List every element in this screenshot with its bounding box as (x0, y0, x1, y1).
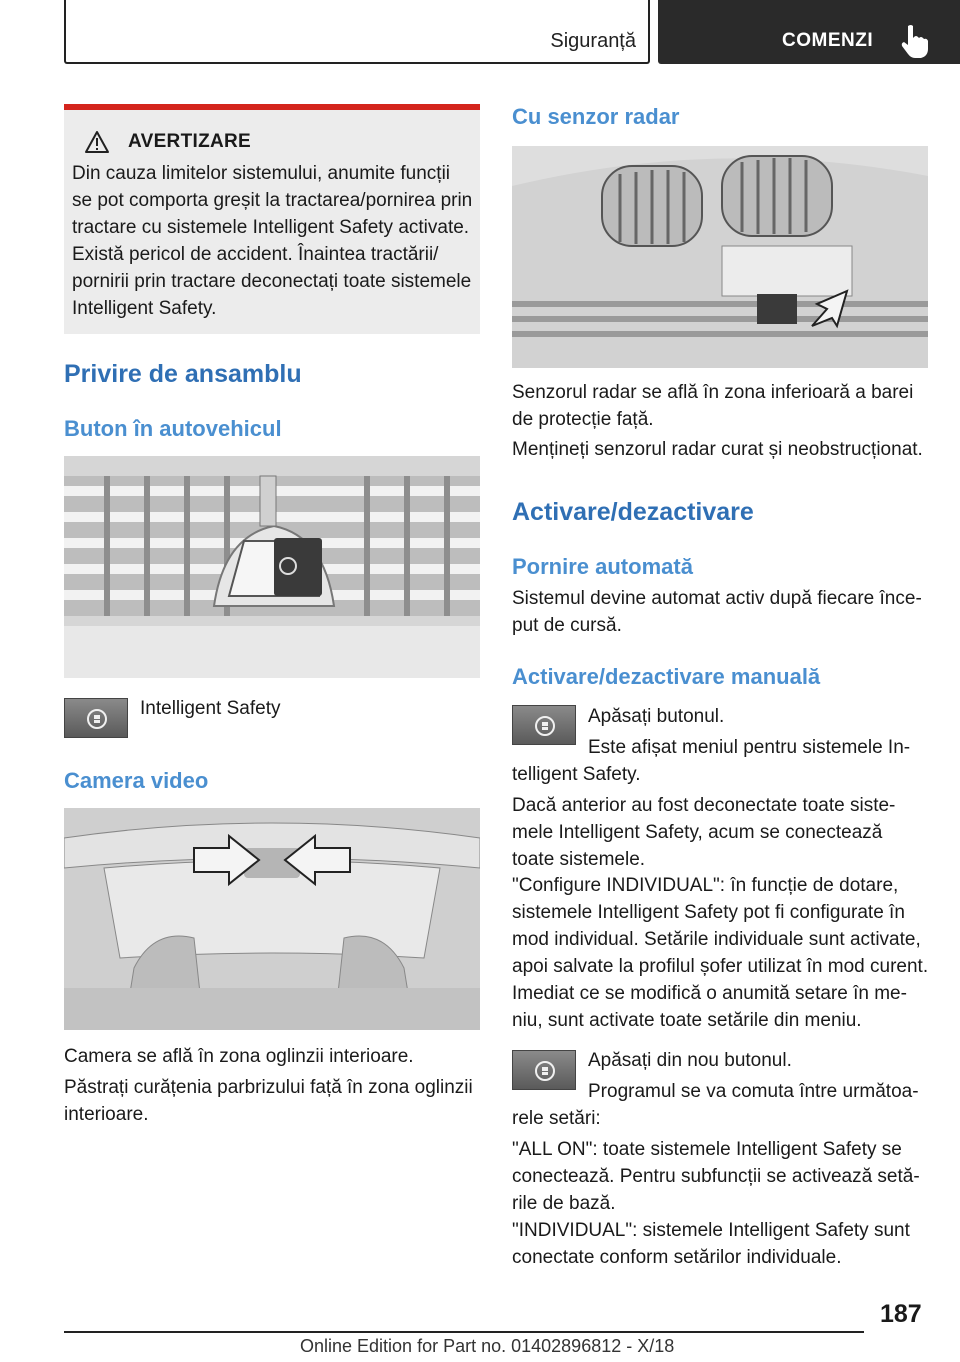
radar-location-text (512, 379, 913, 433)
footer-edition: Online Edition for Part no. 01402896812 - X/18 (300, 1336, 675, 1356)
intelligent-safety-button-icon (64, 698, 128, 738)
intelligent-safety-button-icon (512, 1050, 576, 1090)
text-line: apoi salvate la profilul șofer utilizat în mod curent. (512, 956, 929, 977)
step2-result-cont: rele setări: (512, 1108, 601, 1129)
footer-divider (64, 1331, 864, 1333)
header-section-tab (64, 0, 650, 64)
text-line: "Configure INDIVIDUAL": în funcție de dotare, (512, 875, 899, 896)
radar-heading: Cu senzor radar (512, 104, 680, 129)
text-line: Păstrați curățenia parbrizului față în zona oglinzii (64, 1077, 473, 1098)
warning-line: tractare cu sistemele Intelligent Safety activate. (72, 217, 470, 238)
intelligent-safety-button-icon (512, 705, 576, 745)
radar-sensor-photo (512, 146, 928, 368)
step2-text: Apăsați din nou butonul. (588, 1050, 792, 1071)
warning-line: Din cauza limitelor sistemului, anumite funcții (72, 163, 451, 184)
warning-title: AVERTIZARE (128, 131, 251, 152)
step1-result-cont: telligent Safety. (512, 764, 641, 785)
text-line: rile de bază. (512, 1193, 616, 1214)
radar-clean-text: Mențineți senzorul radar curat și neobstrucționat. (512, 439, 923, 460)
safety-shield-icon (533, 1059, 557, 1083)
warning-triangle-icon (84, 130, 110, 154)
activation-heading: Activare/dezactivare (512, 498, 754, 526)
warning-line: Există pericol de accident. Înaintea tractării/ (72, 244, 439, 265)
safety-shield-icon (533, 714, 557, 738)
all-on-text (512, 1136, 920, 1217)
text-line: mele Intelligent Safety, acum se conectează (512, 822, 883, 843)
warning-line: se pot comporta greșit la tractarea/pornirea prin (72, 190, 473, 211)
text-line: Senzorul radar se află în zona inferioară a barei (512, 382, 914, 403)
text-line: sistemele Intelligent Safety pot fi configurate în (512, 902, 905, 923)
button-heading: Buton în autovehicul (64, 416, 282, 441)
text-line: niu, sunt activate toate setările din meniu. (512, 1010, 862, 1031)
grille-button-photo (64, 456, 480, 678)
safety-shield-icon (85, 707, 109, 731)
text-line: Dacă anterior au fost deconectate toate siste- (512, 795, 896, 816)
header-chapter-tab (658, 0, 960, 64)
camera-location-text: Camera se află în zona oglinzii interioare. (64, 1046, 414, 1067)
configure-individual-text (512, 872, 928, 1034)
text-line: de protecție față. (512, 409, 654, 430)
warning-line: pornirii prin tractare deconectați toate sistemele (72, 271, 472, 292)
step1-text: Apăsați butonul. (588, 706, 725, 727)
warning-text (72, 160, 474, 322)
text-line: conectează. Pentru subfuncții se activează setă- (512, 1166, 920, 1187)
text-line: interioare. (64, 1104, 149, 1125)
auto-start-heading: Pornire automată (512, 554, 693, 579)
text-line: "INDIVIDUAL": sistemele Intelligent Safety sunt (512, 1220, 910, 1241)
manual-heading: Activare/dezactivare manuală (512, 664, 821, 689)
header-chapter-title: COMENZI (782, 30, 874, 51)
text-line: Sistemul devine automat activ după fiecare înce- (512, 588, 922, 609)
text-line: toate sistemele. (512, 849, 646, 870)
hand-pointer-icon (894, 22, 930, 58)
text-line: mod individual. Setările individuale sunt activate, (512, 929, 921, 950)
page-number: 187 (880, 1300, 922, 1328)
button-label: Intelligent Safety (140, 698, 281, 719)
warning-line: Intelligent Safety. (72, 298, 217, 319)
overview-heading: Privire de ansamblu (64, 360, 302, 388)
camera-photo (64, 808, 480, 1030)
camera-heading: Camera video (64, 768, 209, 793)
step1-result-text: Este afișat meniul pentru sistemele In- (588, 737, 911, 758)
camera-clean-text (64, 1074, 473, 1128)
text-line: Imediat ce se modifică o anumită setare în me- (512, 983, 907, 1004)
text-line: conectate conform setărilor individuale. (512, 1247, 842, 1268)
auto-start-text (512, 585, 922, 639)
warning-box (64, 104, 480, 334)
text-line: "ALL ON": toate sistemele Intelligent Safety se (512, 1139, 902, 1160)
individual-text (512, 1217, 910, 1271)
all-off-text (512, 792, 895, 873)
step2-result-text: Programul se va comuta între următoa- (588, 1081, 919, 1102)
header-section-title: Siguranță (550, 30, 636, 52)
text-line: put de cursă. (512, 615, 622, 636)
